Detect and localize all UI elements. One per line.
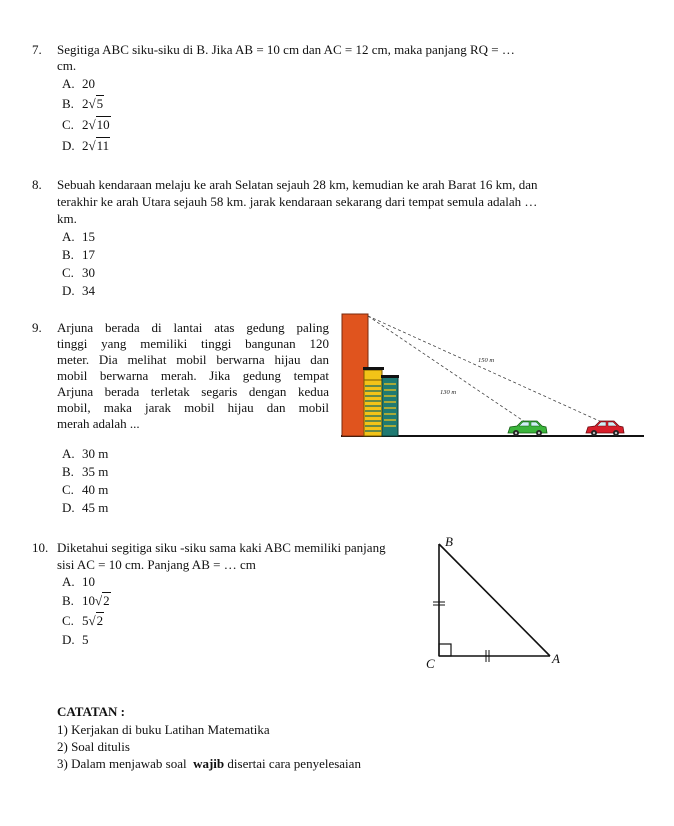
answer-option-c[interactable] [62, 482, 108, 497]
note-emphasis: wajib [193, 756, 225, 771]
notes-title: CATATAN : [57, 704, 126, 719]
radicand: 2 [103, 593, 110, 608]
green-car [508, 421, 547, 436]
option-coefficient: 2 [82, 138, 89, 153]
sqrt-symbol: √ [88, 613, 96, 628]
option-value: 35 m [82, 464, 109, 479]
question-number: 10. [32, 540, 49, 555]
vertex-label-b: B [445, 534, 453, 549]
question-text-line: terakhir ke arah Utara sejauh 58 km. jarak kendaraan sekarang dari tempat semula adalah … [57, 194, 538, 209]
option-label: C. [62, 613, 74, 628]
side-ab [439, 544, 550, 656]
radicand: 5 [96, 96, 104, 111]
label-short-distance: 130 m [440, 389, 457, 396]
option-coefficient: 2 [82, 117, 89, 132]
answer-option-d[interactable] [62, 500, 108, 515]
radicand: 10 [96, 117, 110, 132]
question-text-line: sisi AC = 10 cm. Panjang AB = … cm [57, 557, 256, 572]
note-text: 3) Dalam menjawab soal [57, 756, 194, 771]
option-value: 40 m [82, 482, 109, 497]
vertex-label-a: A [552, 651, 560, 666]
answer-option-c[interactable] [62, 265, 95, 280]
option-label: D. [62, 632, 75, 647]
sqrt-symbol: √ [88, 138, 96, 153]
option-value: 20 [82, 76, 95, 91]
question-text-line: mobil berwarna merah. Jika gedung tempat [57, 368, 329, 383]
buildings-cars-figure [336, 306, 646, 442]
option-label: A. [62, 446, 75, 461]
option-label: C. [62, 482, 74, 497]
option-label: B. [62, 247, 74, 262]
note-text: disertai cara penyelesaian [224, 756, 361, 771]
option-value: 30 [82, 265, 95, 280]
question-text-line: Arjuna berada terletak segaris dengan kedua [57, 384, 329, 399]
radicand: 11 [96, 138, 110, 153]
answer-option-d[interactable] [62, 283, 95, 298]
option-label: A. [62, 76, 75, 91]
triangle-abc-figure [420, 532, 580, 672]
question-text-line: mobil, maka jarak mobil hijau dan mobil [57, 400, 329, 415]
option-label: C. [62, 265, 74, 280]
note-line-2: 2) Soal ditulis [57, 739, 130, 754]
question-text-line: Diketahui segitiga siku -siku sama kaki ABC memiliki panjang [57, 540, 386, 555]
vertex-label-c: C [426, 656, 435, 671]
answer-option-d[interactable] [62, 138, 110, 153]
label-long-distance: 150 m [478, 357, 495, 364]
option-value: 10 [82, 574, 95, 589]
question-text-line: Arjuna berada di lantai atas gedung paling [57, 320, 329, 335]
option-coefficient: 2 [82, 96, 89, 111]
option-value: 5 [82, 632, 89, 647]
question-number: 8. [32, 177, 42, 192]
option-value: 34 [82, 283, 95, 298]
answer-option-b[interactable] [62, 247, 95, 262]
question-text-line: Segitiga ABC siku-siku di B. Jika AB = 10 cm dan AC = 12 cm, maka panjang RQ = … [57, 42, 515, 57]
sight-line-long [368, 316, 606, 424]
option-label: A. [62, 574, 75, 589]
answer-option-b[interactable] [62, 593, 111, 608]
question-number: 9. [32, 320, 42, 335]
answer-option-c[interactable] [62, 613, 104, 628]
option-label: D. [62, 283, 75, 298]
question-number: 7. [32, 42, 42, 57]
answer-option-d[interactable] [62, 632, 89, 647]
option-coefficient: 5 [82, 613, 89, 628]
red-car [586, 421, 624, 436]
option-value: 45 m [82, 500, 109, 515]
option-label: A. [62, 229, 75, 244]
option-value: 17 [82, 247, 95, 262]
short-building [363, 367, 399, 436]
question-text-line: tinggi yang memiliki tinggi bangunan 120 [57, 336, 329, 351]
question-text-line: km. [57, 211, 77, 226]
sqrt-symbol: √ [95, 593, 103, 608]
note-line-3 [57, 756, 361, 771]
sqrt-symbol: √ [88, 117, 96, 132]
right-angle-mark [439, 644, 451, 656]
option-label: B. [62, 593, 74, 608]
answer-option-b[interactable] [62, 96, 104, 111]
option-label: C. [62, 117, 74, 132]
option-coefficient: 10 [82, 593, 95, 608]
answer-option-a[interactable] [62, 229, 95, 244]
sqrt-symbol: √ [88, 96, 96, 111]
question-text-line: merah adalah ... [57, 416, 140, 431]
answer-option-c[interactable] [62, 117, 111, 132]
question-text-line: Sebuah kendaraan melaju ke arah Selatan sejauh 28 km, kemudian ke arah Barat 16 km, dan [57, 177, 538, 192]
radicand: 2 [96, 613, 104, 628]
option-label: D. [62, 138, 75, 153]
option-label: B. [62, 464, 74, 479]
answer-option-a[interactable] [62, 76, 95, 91]
note-line-1: 1) Kerjakan di buku Latihan Matematika [57, 722, 270, 737]
answer-option-a[interactable] [62, 446, 108, 461]
answer-option-b[interactable] [62, 464, 108, 479]
option-value: 15 [82, 229, 95, 244]
option-value: 30 m [82, 446, 109, 461]
question-text-line: meter. Dia melihat mobil berwarna hijau dan [57, 352, 329, 367]
answer-option-a[interactable] [62, 574, 95, 589]
option-label: D. [62, 500, 75, 515]
question-text-line: cm. [57, 58, 77, 73]
option-label: B. [62, 96, 74, 111]
